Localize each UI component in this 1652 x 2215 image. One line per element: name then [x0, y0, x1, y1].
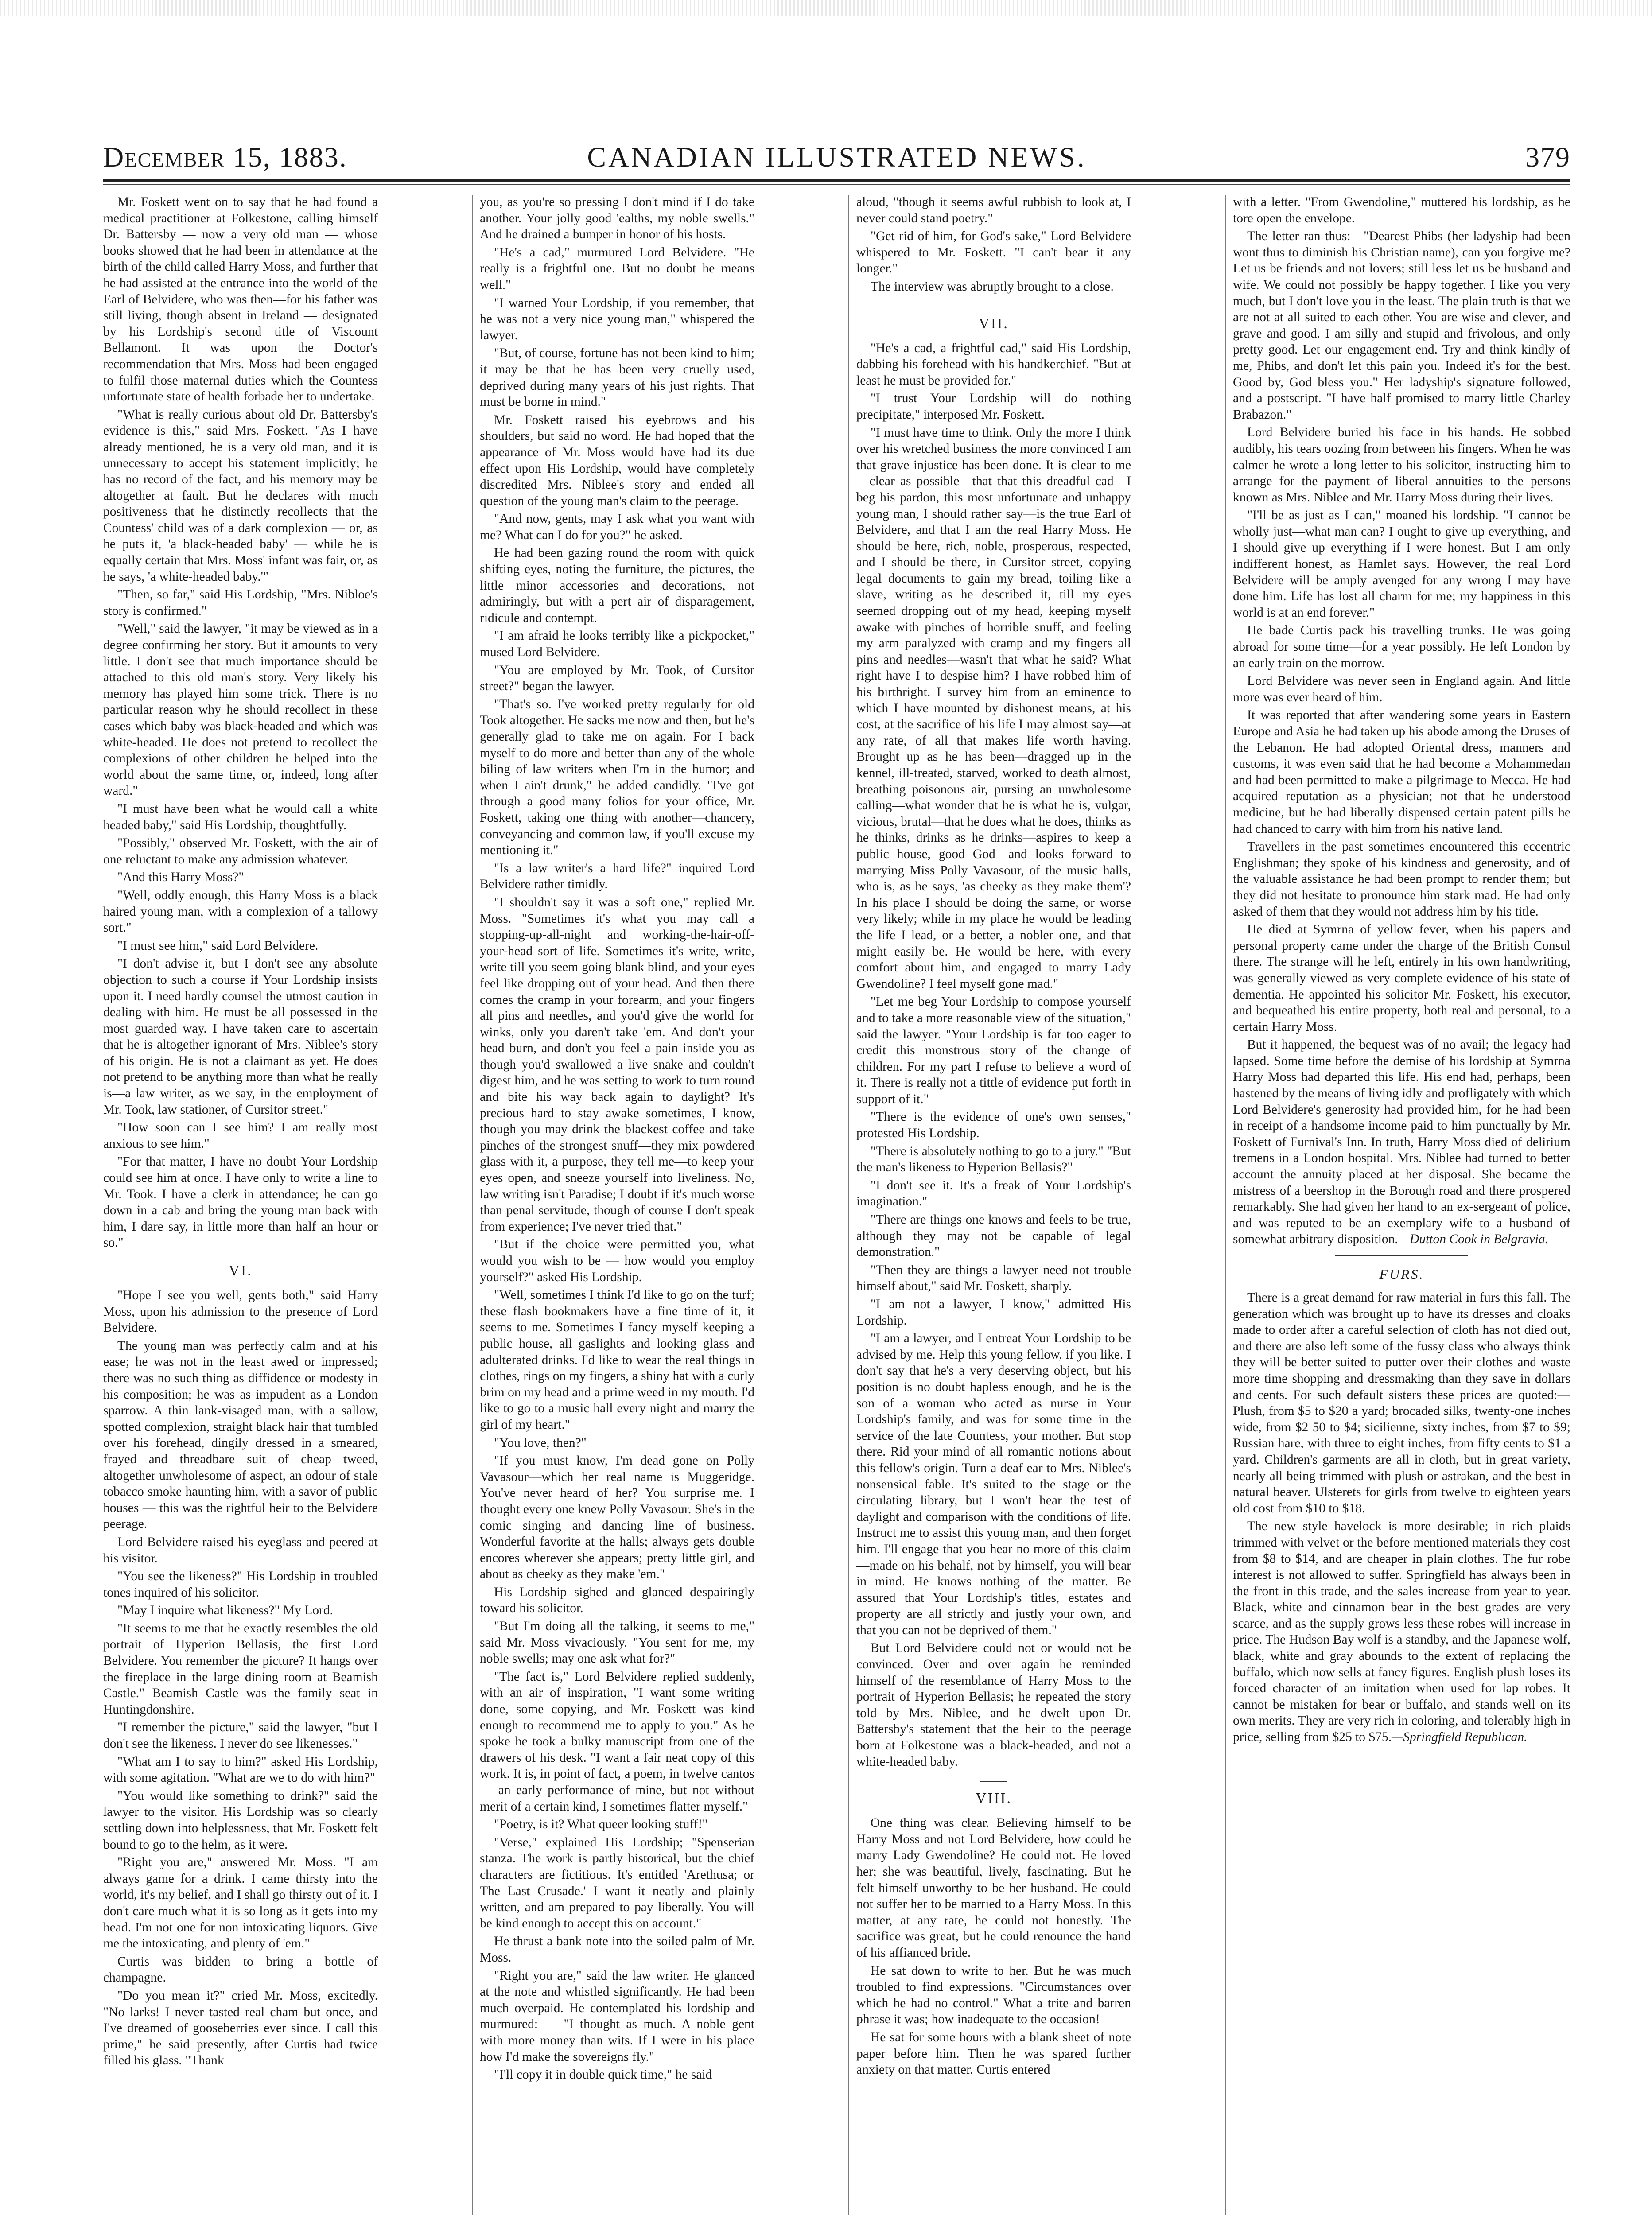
paragraph: "I don't see it. It's a freak of Your Lordship's imagination." — [856, 1178, 1131, 1209]
page-number: 379 — [1525, 141, 1570, 173]
paragraph: He sat for some hours with a blank sheet of note paper before him. Then he was spared further anxiety on that matter. Curtis entered — [856, 2030, 1131, 2077]
chapter-heading-viii — [856, 1781, 1131, 1807]
paragraph: "You are employed by Mr. Took, of Cursitor street?" began the lawyer. — [480, 663, 754, 694]
paragraph: "There is absolutely nothing to go to a jury." "But the man's likeness to Hyperion Bellasis?" — [856, 1144, 1131, 1175]
running-header — [103, 141, 1570, 185]
paragraph: "Poetry, is it? What queer looking stuff!" — [494, 1817, 708, 1832]
paragraph: aloud, "though it seems awful rubbish to look at, I never could stand poetry." — [856, 195, 1131, 225]
column-1 — [103, 194, 378, 2215]
paragraph: "But I'm doing all the talking, it seems to me," said Mr. Moss vivaciously. "You sent for me, my noble swells; may one ask what for?" — [480, 1619, 754, 1666]
paragraph: "Right you are," answered Mr. Moss. "I am always game for a drink. I came thirsty into the world, it's my belief, and I shall go thirsty out of it. I don't care much what it is so long as it gets into my head. I'm not one for non intoxicating liquors. Give me the intoxicating, and plenty of 'em." — [103, 1855, 378, 1951]
section-dash — [980, 1781, 1007, 1782]
paragraph: "The fact is," Lord Belvidere replied suddenly, with an air of inspiration, "I want some writing done, some copying, and Mr. Foskett was kind enough to recommend me to apply to you." As he spoke he took a bulky manuscript from one of the drawers of his desk. "I want a fair neat copy of this work. It is, in point of fact, a poem, in twelve cantos — an early performance of mine, but not without merit of a certain kind, I sometimes flatter myself." — [480, 1669, 754, 1814]
paragraph: He bade Curtis pack his travelling trunks. He was going abroad for some time—for a year possibly. He left London by an early train on the morrow. — [1233, 623, 1570, 670]
paragraph: The interview was abruptly brought to a close. — [871, 279, 1114, 294]
paragraph: "He's a cad, a frightful cad," said His Lordship, dabbing his forehead with his handkerchief. "But at least he must be provided for." — [856, 341, 1131, 388]
paragraph — [1233, 1037, 1570, 1247]
paragraph: He had been gazing round the room with quick shifting eyes, noting the furniture, the pictures, the little minor accessories and decorations, not admiringly, but with a pert air of disparagement, ridicule and contempt. — [480, 546, 754, 625]
paragraph: "I shouldn't say it was a soft one," replied Mr. Moss. "Sometimes it's what you may call a stopping-up-all-night and working-the-hair-off-your-head sort of life. Sometimes it's write, write, write till you seem going blank blind, and your eyes feel like dropping out of your head. And then there comes the cramp in your forearm, and your fingers all pins and needles, and you'd give the world for winks, only you daren't take 'em. And don't your head burn, and don't you feel a pain inside you as though you'd swallowed a live snake and couldn't digest him, and he was setting to work to turn round and bite his way back again to daylight? It's precious hard to stay awake sometimes, I know, though you may drink the blackest coffee and take pinches of the strongest snuff—they mix powdered glass with it, a purpose, they tell me—to keep your eyes open, and sneeze yourself into liveliness. No, law writing isn't Paradise; I doubt if it's much worse than penal servitude, though of course I don't speak from experience; I've never tried that." — [480, 895, 754, 1234]
paragraph: you, as you're so pressing I don't mind if I do take another. Your jolly good 'ealths, my noble swells." And he drained a bumper in honor of his hosts. — [480, 195, 754, 242]
paragraph: "Then, so far," said His Lordship, "Mrs. Nibloe's story is confirmed." — [103, 587, 378, 618]
paragraph: But Lord Belvidere could not or would not be convinced. Over and over again he reminded himself of the resemblance of Harry Moss to the portrait of Hyperion Bellasis; he repeated the story told by Mrs. Niblee, and he dwelt upon Dr. Battersby's statement that the heir to the peerage born at Folkestone was a black-headed, and not a white-headed baby. — [856, 1641, 1131, 1769]
chapter-heading-vi — [103, 1263, 378, 1279]
paragraph: "Then they are things a lawyer need not trouble himself about," said Mr. Foskett, sharply. — [856, 1263, 1131, 1294]
paragraph: "Well, sometimes I think I'd like to go on the turf; these flash bookmakers have a fine time of it, it seems to me. Sometimes I fancy myself keeping a public house, all gaslights and looking glass and adulterated drinks. I'd like to wear the real things in clothes, rings on my fingers, a shiny hat with a curly brim on my head and a prime weed in my mouth. I'd like to go to a music hall every night and marry the girl of my heart." — [480, 1288, 754, 1432]
paragraph: "Do you mean it?" cried Mr. Moss, excitedly. "No larks! I never tasted real cham but once, and I've dreamed of gooseberries ever since. I call this prime," he said presently, after Curtis had twice filled his glass. "Thank — [103, 1988, 378, 2068]
paragraph — [1233, 1518, 1570, 1745]
paragraph: He thrust a bank note into the soiled palm of Mr. Moss. — [480, 1934, 754, 1965]
paragraph: "Possibly," observed Mr. Foskett, with the air of one reluctant to make any admission whatever. — [103, 836, 378, 867]
scan-edge-noise — [0, 0, 1652, 16]
paragraph-text: The new style havelock is more desirable; in rich plaids trimmed with velvet or the before mentioned materials they cost from $8 to $14, and are cheaper in plain clothes. The fur robe interest is not allowed to suffer. Springfield has always been in the front in this trade, and the sales increase from year to year. Black, white and cinnamon bear in the best grades are very scarce, and as the supply grows less these robes will increase in price. The Hudson Bay wolf is a standby, and the Japanese wolf, black, white and gray abounds to the extent of replacing the buffalo, which now sells at fancy figures. English plush loses its forced character of an imitation when used for lap robes. It cannot be mistaken for bear or buffalo, and stands well on its own merits. They are very rich in coloring, and tolerably high in price, selling from $25 to $75. — [1233, 1519, 1570, 1745]
paragraph: "What is really curious about old Dr. Battersby's evidence is this," said Mrs. Foskett. "As I have already mentioned, he is a very old man, and it is unnecessary to accept his statement implicitly; he has no record of the fact, and his memory may be altogether at fault. But he declares with much positiveness that he distinctly recollects that the Countess' child was of a dark complexion — or, as he puts it, 'a black-headed baby' — while he is equally certain that Mrs. Moss' infant was fair, or, as he says, 'a white-headed baby.'" — [103, 407, 378, 584]
paragraph: "Is a law writer's a hard life?" inquired Lord Belvidere rather timidly. — [480, 861, 754, 892]
paragraph: One thing was clear. Believing himself to be Harry Moss and not Lord Belvidere, how could he marry Lady Gwendoline? He could not. He loved her; she was beautiful, lively, fascinating. But he felt himself unworthy to be her husband. He could not suffer her to be married to a Harry Moss. In this matter, at any rate, he could not honestly. The sacrifice was great, but he could renounce the hand of his affianced bride. — [856, 1816, 1131, 1960]
paragraph: Lord Belvidere was never seen in England again. And little more was ever heard of him. — [1233, 674, 1570, 704]
paragraph: "I am not a lawyer, I know," admitted His Lordship. — [856, 1297, 1131, 1328]
paragraph: "You see the likeness?" His Lordship in troubled tones inquired of his solicitor. — [103, 1569, 378, 1600]
column-2 — [480, 194, 754, 2215]
paragraph: "I must see him," said Lord Belvidere. — [117, 938, 319, 953]
paragraph: "It seems to me that he exactly resembles the old portrait of Hyperion Bellasis, the first Lord Belvidere. You remember the picture? It hangs over the fireplace in the large dining room at Beamish Castle." Beamish Castle was the family seat in Huntingdonshire. — [103, 1621, 378, 1717]
article-heading: FURS. — [1379, 1266, 1424, 1282]
column-4 — [1233, 194, 1570, 2215]
paragraph: "Hope I see you well, gents both," said Harry Moss, upon his admission to the presence of Lord Belvidere. — [103, 1288, 378, 1335]
paragraph: "I'll copy it in double quick time," he said — [494, 2067, 712, 2082]
paragraph: Travellers in the past sometimes encountered this eccentric Englishman; they spoke of his kindness and generosity, and of the valuable assistance he had been prompt to render them; but they did not hesitate to pronounce him stark mad. He had only asked of them that they would not address him by his title. — [1233, 839, 1570, 919]
paragraph: "Right you are," said the law writer. He glanced at the note and whistled significantly. He had been much overpaid. He contemplated his lordship and murmured: — "I thought as much. A noble gent with more money than wits. If I were in his place how I'd make the sovereigns fly." — [480, 1968, 754, 2064]
newspaper-title: CANADIAN ILLUSTRATED NEWS. — [587, 141, 1087, 173]
column-rule — [472, 195, 473, 2215]
section-rule — [1335, 1255, 1468, 1256]
paragraph: "That's so. I've worked pretty regularly for old Took altogether. He sacks me now and then, but he's generally glad to take me on again. For I back myself to do more and better than any of the whole biling of law writers when I'm in the humor; and when I ain't drunk," he added candidly. "I've got through a good many folios for your office, Mr. Foskett, taking one thing with another—chancery, conveyancing and common law, if you'll excuse my mentioning it." — [480, 697, 754, 858]
paragraph: It was reported that after wandering some years in Eastern Europe and Asia he had taken up his abode among the Druses of the Lebanon. He had adopted Oriental dress, manners and customs, it was even said that he had become a Mohammedan and had been permitted to make a pilgrimage to Mecca. He had acquired reputation as a physician; not that he understood medicine, but he had liberally dispensed certain patent pills he had chanced to carry with him from his native land. — [1233, 708, 1570, 836]
paragraph: "Let me beg Your Lordship to compose yourself and to take a more reasonable view of the situation," said the lawyer. "Your Lordship is far too eager to credit this monstrous story of the change of children. For my part I refuse to believe a word of it. There is really not a tittle of evidence put forth in support of it." — [856, 995, 1131, 1106]
issue-date: December 15, 1883. — [103, 141, 347, 173]
chapter-number: VIII. — [975, 1790, 1012, 1807]
source-credit: —Springfield Republican. — [1392, 1730, 1528, 1745]
column-3 — [856, 194, 1131, 2215]
paragraph: "Verse," explained His Lordship; "Spenserian stanza. The work is partly historical, but the chief characters are fictitious. It's entitled 'Arethusa; or The Last Crusade.' I want it neatly and plainly written, and am prepared to pay liberally. You will be kind enough to accept this on account." — [480, 1835, 754, 1931]
paragraph: The young man was perfectly calm and at his ease; he was not in the least awed or impressed; there was no such thing as diffidence or modesty in his composition; he was as impudent as a London sparrow. A thin lank-visaged man, with a sallow, spotted complexion, straight black hair that tumbled over his forehead, dingily dressed in a smeared, frayed and threadbare suit of cheap tweed, altogether unwholesome of aspect, an odour of stale tobacco smoke haunting him, with a savor of public houses — this was the rightful heir to the Belvidere peerage. — [103, 1338, 378, 1531]
chapter-number: VI. — [229, 1263, 253, 1279]
source-credit: —Dutton Cook in Belgravia. — [1398, 1232, 1549, 1247]
header-rule-thin — [103, 184, 1570, 185]
paragraph: Curtis was bidden to bring a bottle of champagne. — [103, 1954, 378, 1985]
paragraph: "Get rid of him, for God's sake," Lord Belvidere whispered to Mr. Foskett. "I can't bear it any longer." — [856, 229, 1131, 276]
paragraph: "How soon can I see him? I am really most anxious to see him." — [103, 1120, 378, 1151]
paragraph: "But if the choice were permitted you, what would you wish to be — how would you employ yourself?" asked His Lordship. — [480, 1237, 754, 1284]
paragraph: His Lordship sighed and glanced despairingly toward his solicitor. — [480, 1585, 754, 1616]
chapter-number: VII. — [979, 315, 1009, 332]
paragraph: "I warned Your Lordship, if you remember, that he was not a very nice young man," whispered the lawyer. — [480, 295, 754, 342]
paragraph: Lord Belvidere buried his face in his hands. He sobbed audibly, his tears oozing from between his fingers. When he was calmer he wrote a long letter to his solicitor, instructing him to arrange for the payment of liberal annuities to the persons known as Mrs. Niblee and Mr. Harry Moss during their lives. — [1233, 425, 1570, 505]
paragraph: "He's a cad," murmured Lord Belvidere. "He really is a frightful one. But no doubt he means well." — [480, 245, 754, 292]
paragraph: "I must have been what he would call a white headed baby," said His Lordship, thoughtfully. — [103, 801, 378, 832]
paragraph: "I am afraid he looks terribly like a pickpocket," mused Lord Belvidere. — [480, 629, 754, 660]
paragraph: "You love, then?" — [494, 1435, 587, 1450]
paragraph: Lord Belvidere raised his eyeglass and peered at his visitor. — [103, 1535, 378, 1566]
paragraph: He sat down to write to her. But he was much troubled to find expressions. "Circumstances over which he had no control." What a trite and barren phrase it was; how inadequate to the occasion! — [856, 1963, 1131, 2027]
paragraph: "I trust Your Lordship will do nothing precipitate," interposed Mr. Foskett. — [856, 391, 1131, 422]
paragraph: There is a great demand for raw material in furs this fall. The generation which was brought up to have its dresses and cloaks made to order after a careful selection of cloth has not died out, and there are also left some of the fussy class who always think they will be better suited to putter over their clothes and waste more time shopping and dressmaking than they save in dollars and cents. For such default sisters these prices are quoted:—Plush, from $5 to $20 a yard; brocaded silks, twenty-one inches wide, from $2 50 to $4; sicilienne, sixty inches, from $7 to $9; Russian hare, with three to eight inches, from fifty cents to $1 a yard. Children's garments are all in cloth, but in great variety, nearly all being trimmed with plush or astrakan, and the best in natural beaver. Ulsterets for girls from twelve to eighteen years old cost from $10 to $18. — [1233, 1290, 1570, 1516]
column-rule — [848, 195, 849, 2215]
paragraph: "And this Harry Moss?" — [117, 870, 244, 885]
column-rule — [1225, 195, 1226, 2215]
paragraph: "You would like something to drink?" said the lawyer to the visitor. His Lordship was so clearly settling down into helplessness, that Mr. Foskett felt bound to go to the helm, as it were. — [103, 1788, 378, 1852]
paragraph: "I remember the picture," said the lawyer, "but I don't see the likeness. I never do see likenesses." — [103, 1720, 378, 1751]
paragraph: The letter ran thus:—"Dearest Phibs (her ladyship had been wont thus to diminish his Christian name), can you forgive me? Let us be friends and not lovers; still less let us be husband and wife. We could not possibly be happy together. I like you very much, but I don't love you in the least. The plain truth is that we are not at all suited to each other. You are wise and clever, and grave and good. I am silly and stupid and frivolous, and only pretty good. Let our engagement end. Try and think kindly of me, Phibs, and don't let this pain you. Indeed it's for the best. Good by, God bless you." Her ladyship's signature followed, and a postscript. "I have half promised to marry little Charley Brabazon." — [1233, 229, 1570, 422]
paragraph: "Well," said the lawyer, "it may be viewed as in a degree confirming her story. But it amounts to very little. I don't see that much importance should be attached to this old man's story. Very likely his memory has played him some trick. There is no particular reason why he should recollect in these cases which baby was black-headed and which was white-headed. He does not pretend to recollect the complexions of other children he helped into the world about the same time, or, indeed, long after ward." — [103, 622, 378, 798]
paragraph: "If you must know, I'm dead gone on Polly Vavasour—which her real name is Muggeridge. You've never heard of her? You surprise me. I thought every one knew Polly Vavasour. She's in the comic singing and dancing line of business. Wonderful favorite at the halls; always gets double encores wherever she appears; pretty little girl, and about as cheeky as they make 'em." — [480, 1453, 754, 1582]
paragraph: "But, of course, fortune has not been kind to him; it may be that he has been very cruelly used, deprived during many years of his just rights. That must be borne in mind." — [480, 346, 754, 409]
paragraph: "I don't advise it, but I don't see any absolute objection to such a course if Your Lordship insists upon it. I need hardly counsel the utmost caution in dealing with him. He must be all possessed in the most guarded way. I have taken care to ascertain that he is altogether ignorant of Mrs. Niblee's story of his origin. He is not a claimant as yet. He does not pretend to be anything more than what he really is—a law writer, as we say, in the employment of Mr. Took, law stationer, of Cursitor street." — [103, 956, 378, 1117]
paragraph: "There are things one knows and feels to be true, although they may not be capable of legal demonstration." — [856, 1212, 1131, 1259]
paragraph: He died at Symrna of yellow fever, when his papers and personal property came under the charge of the British Consul there. The strange will he left, entirely in his own handwriting, was generally viewed as very complete evidence of his state of dementia. He appointed his solicitor Mr. Foskett, his executor, and bequeathed his entire property, both real and personal, to a certain Harry Moss. — [1233, 922, 1570, 1034]
paragraph: "I am a lawyer, and I entreat Your Lordship to be advised by me. Help this young fellow, if you like. I don't say that he's a very deserving object, but his position is no doubt hapless enough, and he is the son of a woman who acted as nurse in Your Lordship's family, and was for some time in the service of the late Countess, your mother. But stop there. Rid your mind of all romantic notions about this fellow's origin. Turn a deaf ear to Mrs. Niblee's nonsensical fable. It's suited to the stage or the circulating library, but I won't hear the test of daylight and comparison with the conditions of life. Instruct me to assist this young man, and then forget him. I'll engage that you hear no more of this claim—made on his behalf, not by himself, you will bear in mind. He knows nothing of the matter. Be assured that Your Lordship's titles, estates and property are all strictly and justly your own, and that you can not be deprived of them." — [856, 1331, 1131, 1637]
paragraph: "I'll be as just as I can," moaned his lordship. "I cannot be wholly just—what man can? I ought to give up everything, and I should give up everything if I were honest. But I am only indifferent honest, as Hamlet says. However, the real Lord Belvidere will be amply avenged for any wrong I may have done him. Life has lost all charm for me; my happiness in this world is at an end forever." — [1233, 508, 1570, 620]
paragraph: "Well, oddly enough, this Harry Moss is a black haired young man, with a complexion of a tallowy sort." — [103, 888, 378, 935]
paragraph: with a letter. "From Gwendoline," muttered his lordship, as he tore open the envelope. — [1233, 195, 1570, 225]
paragraph: Mr. Foskett raised his eyebrows and his shoulders, but said no word. He had hoped that the appearance of Mr. Moss would have had its due effect upon His Lordship, would have completely discredited Mrs. Niblee's story and ended all question of the young man's claim to the peerage. — [480, 412, 754, 508]
chapter-heading-vii — [856, 307, 1131, 332]
paragraph-text: But it happened, the bequest was of no avail; the legacy had lapsed. Some time before the demise of his lordship at Symrna Harry Moss had departed this life. His end had, perhaps, been hastened by the means of living idly and profligately with which Lord Belvidere's generosity had provided him, for he had been in receipt of a handsome income paid to him punctually by Mr. Foskett of Furnival's Inn. In truth, Harry Moss died of delirium tremens in a London hospital. Mrs. Niblee had turned to better account the annuity placed at her disposal. She became the mistress of a beershop in the Borough road and there prospered remarkably. She had given her hand to an ex-sergeant of police, and was reputed to be an exemplary wife to a husband of somewhat arbitrary disposition. — [1233, 1038, 1570, 1247]
paragraph: "I must have time to think. Only the more I think over his wretched business the more convinced I am that grave injustice has been done. It is clear to me—clear as possible—that that this dreadful cad—I beg his pardon, this most unfortunate and unhappy young man, I should rather say—is the true Earl of Belvidere, and that I am the real Harry Moss. He should be here, rich, noble, prosperous, respected, and I should be there, in Cursitor street, copying legal documents to gain my bread, toiling like a slave, writing as he described it, till my eyes seemed dropping out of my head, keeping myself awake with pinches of horrible snuff, and feeling my arm paralyzed with cramp and my fingers all pins and needles—wasn't that what he said? What right have I to despise him? I have robbed him of his birthright. I survey him from an eminence to which I have mounted by dishonest means, at his cost, at the sacrifice of his life I may almost say—at any rate, of all that makes life worth having. Brought up as he has been—dragged up in the kennel, ill-treated, starved, worked to death almost, breathing poisonous air, pursing an unwholesome calling—what wonder that he is what he is, vulgar, vicious, brutal—that he does what he does, thinks as he thinks, drinks as he drinks—aspires to keep a public house, good God—and looks forward to marrying Miss Polly Vavasour, of the music halls, who is, as he says, 'as cheeky as they make them'? In his place I should be doing the same, or worse very likely; while in my place he would be leading the life I lead, or a better, a nobler one, and that might easily be. He would be here, with every comfort about him, and engaged to marry Lady Gwendoline? I feel myself gone mad." — [856, 425, 1131, 991]
paragraph: "May I inquire what likeness?" My Lord. — [117, 1603, 333, 1618]
paragraph: "And now, gents, may I ask what you want with me? What can I do for you?" he asked. — [480, 512, 754, 542]
paragraph: "For that matter, I have no doubt Your Lordship could see him at once. I have only to write a line to Mr. Took. I have a clerk in attendance; he can go down in a cab and bring the young man back with him, I dare say, in little more than half an hour or so." — [103, 1154, 378, 1250]
paragraph: Mr. Foskett went on to say that he had found a medical practitioner at Folkestone, calling himself Dr. Battersby — now a very old man — whose books showed that he had been in attendance at the birth of the child called Harry Moss, and further that he had assisted at the entrance into the world of the Earl of Belvidere, who was then—for his father was still living, though absent in Ireland — designated by his Lordship's second title of Viscount Bellamont. It was upon the Doctor's recommendation that Mrs. Moss had been engaged to fulfil those maternal duties which the Countess unfortunate state of health forbade her to undertake. — [103, 195, 378, 404]
paragraph: "There is the evidence of one's own senses," protested His Lordship. — [856, 1110, 1131, 1141]
paragraph: "What am I to say to him?" asked His Lordship, with some agitation. "What are we to do with him?" — [103, 1754, 378, 1785]
header-rule — [103, 179, 1570, 182]
